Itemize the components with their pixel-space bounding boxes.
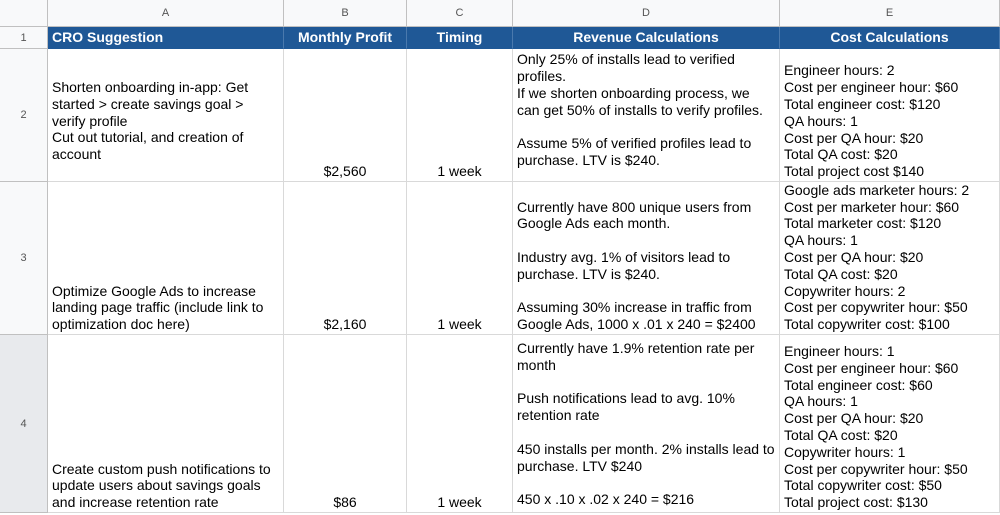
cell-text: Engineer hours: 1 Cost per engineer hour: $60 Total engineer cost: $60 QA hours: 1 Cost per QA hour: $20 Total QA cost: $20 Copywriter hours: 1 Cost per copywriter hour: $50 Total copywriter cost: $50 Total project cost: $130 [784, 343, 968, 511]
select-all-corner[interactable] [0, 0, 48, 27]
cell-c2-timing[interactable] [407, 49, 513, 182]
row-header-4[interactable] [0, 335, 48, 513]
column-header-c[interactable]: C [407, 0, 513, 27]
row-header-3[interactable] [0, 182, 48, 335]
cell-text: $2,560 [323, 163, 367, 180]
cell-text: 1 week [437, 316, 482, 333]
cell-text: 1 week [437, 494, 482, 511]
column-header-d[interactable]: D [513, 0, 780, 27]
column-header-a[interactable]: A [48, 0, 284, 27]
cell-text: Currently have 800 unique users from Google Ads each month. Industry avg. 1% of visitors lead to purchase. LTV is $240. Assuming 30% increase in traffic from Google Ads, 1000 x .01 x 240 = $2400 [517, 198, 756, 333]
header-timing[interactable]: Timing [407, 27, 513, 49]
cell-text: Currently have 1.9% retention rate per month Push notifications lead to avg. 10% retention rate 450 installs per month. 2% installs lead to purchase. LTV $240 450 x .10 x .02 x 240 = $216 [517, 340, 775, 508]
cell-a2-cro-suggestion[interactable] [48, 49, 284, 182]
row-header-2[interactable] [0, 49, 48, 182]
cell-text: Shorten onboarding in-app: Get started > create savings goal > verify profile Cut out tutorial, and creation of account [52, 79, 249, 163]
cell-b2-monthly-profit[interactable] [284, 49, 407, 182]
cell-e3-cost[interactable] [780, 182, 1000, 335]
cell-text: $86 [333, 494, 357, 511]
cell-d3-revenue[interactable] [513, 182, 780, 335]
cell-d4-revenue[interactable] [513, 335, 780, 513]
cell-text: 1 week [437, 163, 482, 180]
cell-a3-cro-suggestion[interactable] [48, 182, 284, 335]
cell-b4-monthly-profit[interactable] [284, 335, 407, 513]
row-number: 4 [20, 417, 27, 430]
row-header-1[interactable] [0, 27, 48, 49]
cell-text: Only 25% of installs lead to verified profiles. If we shorten onboarding process, we can get 50% of installs to verify profiles. Assume 5% of verified profiles lead to purchase. LTV is $240. [517, 51, 763, 169]
cell-text: Optimize Google Ads to increase landing page traffic (include link to optimization doc here) [52, 282, 264, 333]
column-header-e[interactable]: E [780, 0, 1000, 27]
row-number: 1 [20, 31, 27, 44]
cell-text: Create custom push notifications to update users about savings goals and increase retention rate [52, 460, 271, 511]
row-number: 2 [20, 109, 27, 121]
header-cro-suggestion[interactable]: CRO Suggestion [48, 27, 284, 49]
cell-c4-timing[interactable] [407, 335, 513, 513]
cell-d2-revenue[interactable] [513, 49, 780, 182]
cell-c3-timing[interactable] [407, 182, 513, 335]
header-revenue-calculations[interactable]: Revenue Calculations [513, 27, 780, 49]
cell-text: $2,160 [323, 316, 367, 333]
header-cost-calculations[interactable]: Cost Calculations [780, 27, 1000, 49]
column-header-b[interactable]: B [284, 0, 407, 27]
cell-e4-cost[interactable] [780, 335, 1000, 513]
cell-e2-cost[interactable] [780, 49, 1000, 182]
cell-b3-monthly-profit[interactable] [284, 182, 407, 335]
header-monthly-profit[interactable]: Monthly Profit [284, 27, 407, 49]
cell-text: Google ads marketer hours: 2 Cost per marketer hour: $60 Total marketer cost: $120 QA hours: 1 Cost per QA hour: $20 Total QA cost: $20 Copywriter hours: 2 Cost per copywriter hour: $50 Total copywriter cost: $100 [784, 182, 970, 333]
cell-text: Engineer hours: 2 Cost per engineer hour: $60 Total engineer cost: $120 QA hours: 1 Cost per QA hour: $20 Total QA cost: $20 Total project cost $140 [784, 62, 959, 180]
cell-a4-cro-suggestion[interactable] [48, 335, 284, 513]
row-number: 3 [20, 252, 27, 264]
